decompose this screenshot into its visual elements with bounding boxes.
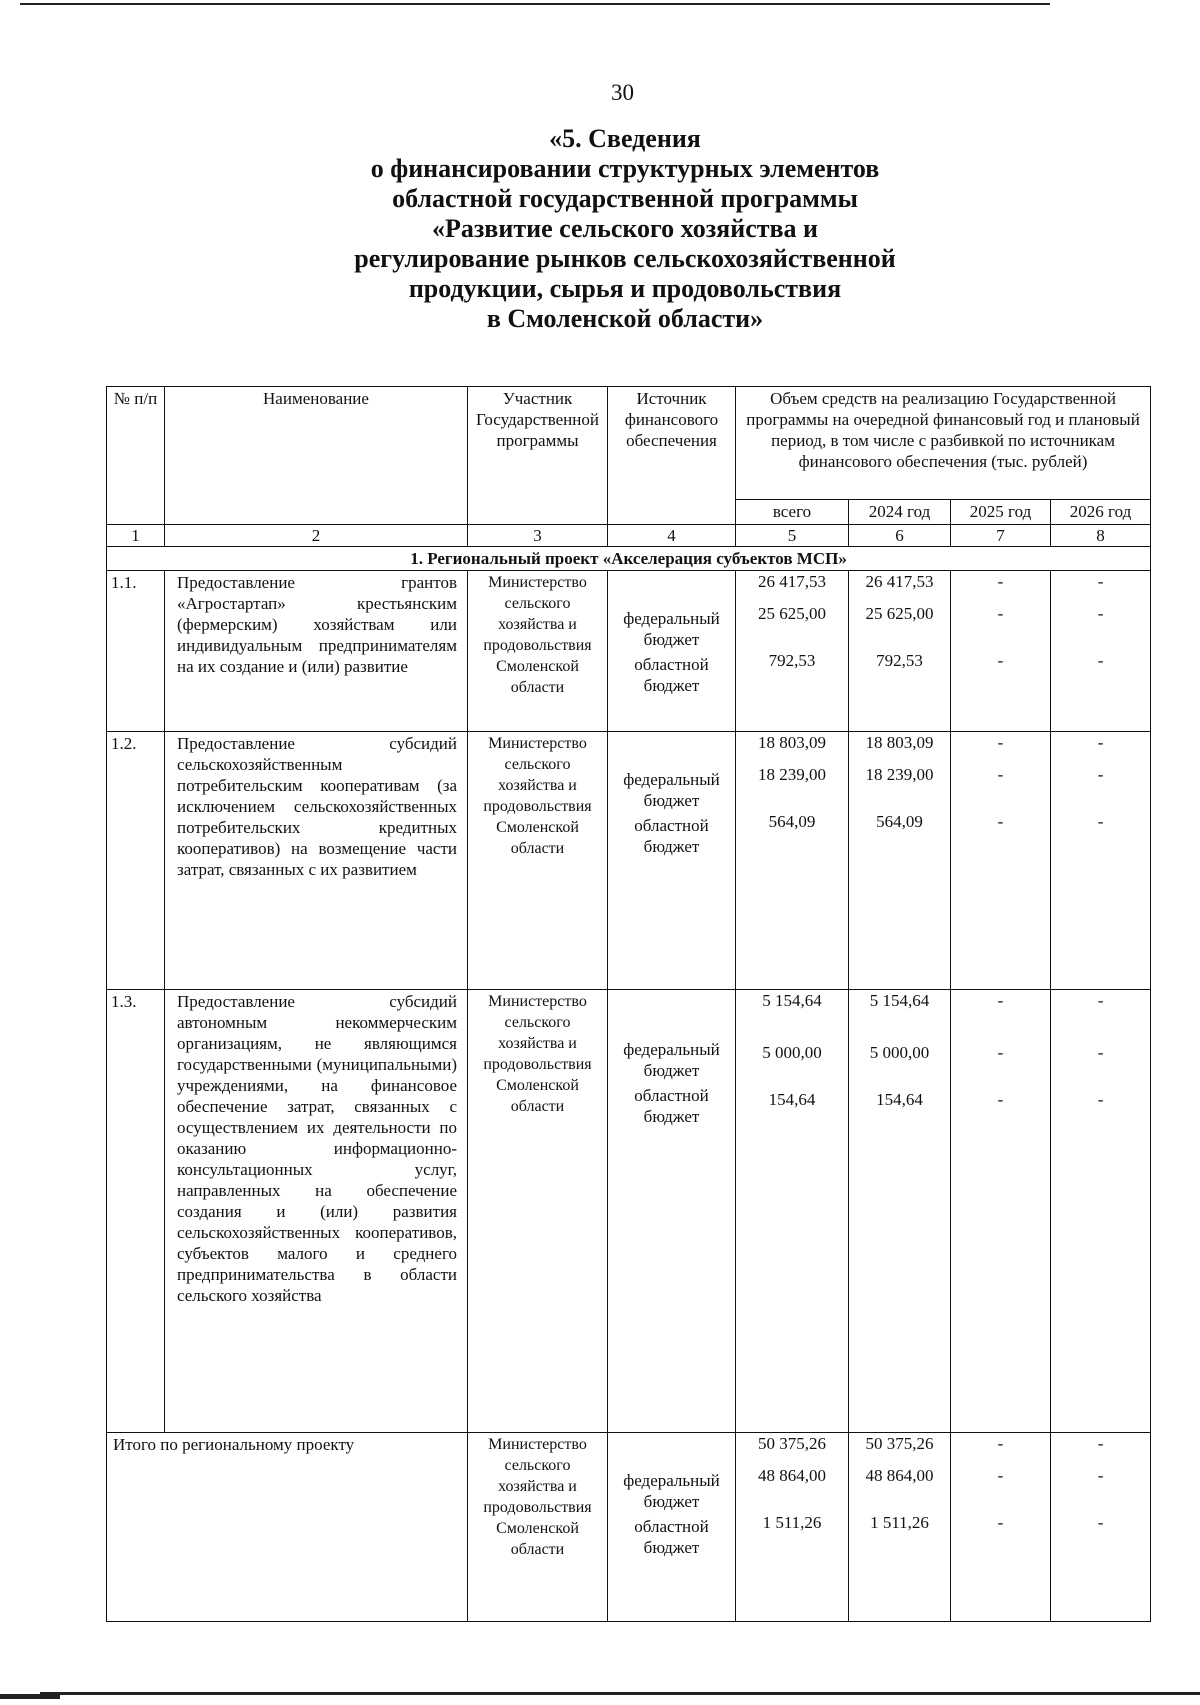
value-regional: -	[997, 812, 1004, 831]
value-federal: -	[997, 604, 1004, 623]
source-regional: областной бюджет	[634, 1086, 709, 1126]
value-all: 26 417,53	[865, 572, 934, 591]
header-row	[107, 387, 1151, 500]
row-name: Предоставление субсидий сельскохозяйственным потребительским кооперативам (за исключением сельскохозяйственных потребительских кредитных кооперативов) на возмещение части затрат, связанных с их развитием	[165, 732, 468, 990]
value-regional: -	[997, 651, 1004, 670]
value-regional: -	[1097, 812, 1104, 831]
total-label: Итого по региональному проекту	[107, 1433, 468, 1622]
value-regional: 564,09	[768, 812, 816, 831]
document-title	[250, 124, 1000, 334]
header-2024: 2024 год	[849, 500, 951, 525]
value-regional: 792,53	[768, 651, 816, 670]
row-2024	[849, 990, 951, 1433]
column-number: 6	[849, 525, 951, 547]
value-federal: 25 625,00	[758, 604, 826, 623]
row-2026	[1051, 1433, 1151, 1622]
column-number: 5	[736, 525, 849, 547]
value-regional: 154,64	[768, 1090, 816, 1109]
row-number: 1.1.	[107, 571, 165, 732]
value-federal: -	[997, 1466, 1004, 1485]
source-federal: федеральный бюджет	[623, 609, 720, 649]
source-regional: областной бюджет	[634, 816, 709, 856]
value-all: 5 154,64	[869, 991, 930, 1010]
value-federal: 5 000,00	[762, 1043, 822, 1062]
row-participant: Министерство сельского хозяйства и продовольствия Смоленской области	[468, 571, 608, 732]
value-federal: 48 864,00	[758, 1466, 826, 1485]
row-participant: Министерство сельского хозяйства и продовольствия Смоленской области	[468, 990, 608, 1433]
title-line: в Смоленской области»	[486, 304, 764, 333]
value-regional: -	[997, 1513, 1004, 1532]
value-all: -	[1097, 991, 1104, 1010]
value-federal: -	[1097, 604, 1104, 623]
value-regional: -	[1097, 1513, 1104, 1532]
value-regional: -	[997, 1090, 1004, 1109]
row-2025	[951, 990, 1051, 1433]
value-regional: 154,64	[876, 1090, 923, 1109]
value-federal: -	[997, 765, 1004, 784]
value-all: -	[1097, 572, 1104, 591]
row-2024	[849, 732, 951, 990]
section-row	[107, 547, 1151, 571]
value-federal: 18 239,00	[758, 765, 826, 784]
value-all: -	[997, 1434, 1004, 1453]
header-2025: 2025 год	[951, 500, 1051, 525]
row-2025	[951, 571, 1051, 732]
title-line: «5. Сведения	[549, 124, 701, 153]
row-total	[736, 732, 849, 990]
table-row	[107, 732, 1151, 990]
value-regional: -	[1097, 651, 1104, 670]
row-number: 1.2.	[107, 732, 165, 990]
row-source	[608, 990, 736, 1433]
value-all: 18 803,09	[865, 733, 934, 752]
value-regional: 564,09	[876, 812, 923, 831]
value-federal: 25 625,00	[865, 604, 934, 623]
table-row	[107, 990, 1151, 1433]
row-total	[736, 1433, 849, 1622]
value-all: 50 375,26	[865, 1434, 934, 1453]
row-source	[608, 732, 736, 990]
header-total: всего	[736, 500, 849, 525]
row-2024	[849, 1433, 951, 1622]
total-row	[107, 1433, 1151, 1622]
source-regional: областной бюджет	[634, 655, 709, 695]
value-all: 50 375,26	[758, 1434, 826, 1453]
value-federal: -	[1097, 1043, 1104, 1062]
header-num: № п/п	[107, 387, 165, 525]
row-2024	[849, 571, 951, 732]
column-number: 3	[468, 525, 608, 547]
header-source: Источник финансового обеспечения	[608, 387, 736, 525]
column-number: 8	[1051, 525, 1151, 547]
scan-bottom-mark	[0, 1694, 60, 1699]
scan-top-border	[20, 3, 1050, 5]
row-2025	[951, 732, 1051, 990]
value-regional: -	[1097, 1090, 1104, 1109]
column-number: 7	[951, 525, 1051, 547]
value-all: -	[997, 991, 1004, 1010]
financing-table	[106, 386, 1151, 1622]
column-number: 4	[608, 525, 736, 547]
title-line: «Развитие сельского хозяйства и	[431, 214, 819, 243]
value-all: 26 417,53	[758, 572, 826, 591]
row-participant: Министерство сельского хозяйства и продовольствия Смоленской области	[468, 1433, 608, 1622]
value-all: -	[997, 733, 1004, 752]
column-number: 2	[165, 525, 468, 547]
row-total	[736, 990, 849, 1433]
value-all: -	[1097, 1434, 1104, 1453]
source-federal: федеральный бюджет	[623, 1040, 720, 1080]
value-regional: 1 511,26	[870, 1513, 929, 1532]
page-number: 30	[611, 80, 634, 105]
title-line: областной государственной программы	[392, 184, 858, 213]
value-federal: -	[997, 1043, 1004, 1062]
source-federal: федеральный бюджет	[623, 770, 720, 810]
header-name: Наименование	[165, 387, 468, 525]
source-federal: федеральный бюджет	[623, 1471, 720, 1511]
value-federal: 5 000,00	[869, 1043, 930, 1062]
value-regional: 1 511,26	[762, 1513, 822, 1532]
row-participant: Министерство сельского хозяйства и продовольствия Смоленской области	[468, 732, 608, 990]
section-title: 1. Региональный проект «Акселерация субъектов МСП»	[107, 547, 1151, 571]
value-federal: -	[1097, 765, 1104, 784]
value-all: 18 803,09	[758, 733, 826, 752]
column-numbers-row	[107, 525, 1151, 547]
value-regional: 792,53	[876, 651, 923, 670]
row-source	[608, 571, 736, 732]
value-federal: 48 864,00	[865, 1466, 934, 1485]
value-federal: -	[1097, 1466, 1104, 1485]
row-source	[608, 1433, 736, 1622]
value-all: -	[1097, 733, 1104, 752]
row-number: 1.3.	[107, 990, 165, 1433]
scan-bottom-border	[40, 1692, 1200, 1695]
value-all: 5 154,64	[762, 991, 822, 1010]
row-total	[736, 571, 849, 732]
row-2025	[951, 1433, 1051, 1622]
title-line: регулирование рынков сельскохозяйственной	[354, 244, 896, 273]
source-regional: областной бюджет	[634, 1517, 709, 1557]
row-2026	[1051, 732, 1151, 990]
header-volume: Объем средств на реализацию Государственной программы на очередной финансовый год и плановый период, в том числе с разбивкой по источникам финансового обеспечения (тыс. рублей)	[736, 387, 1151, 500]
row-name: Предоставление субсидий автономным некоммерческим организациям, не являющимся государственными (муниципальными) учреждениями, на финансовое обеспечение затрат, связанных с осуществлением их деятельности по оказанию информационно-консультационных услуг, направленных на обеспечение создания и (или) развития сельскохозяйственных кооперативов, субъектов малого и среднего предпринимательства в области сельского хозяйства	[165, 990, 468, 1433]
title-line: о финансировании структурных элементов	[370, 154, 880, 183]
row-2026	[1051, 990, 1151, 1433]
header-participant: Участник Государственной программы	[468, 387, 608, 525]
row-2026	[1051, 571, 1151, 732]
value-federal: 18 239,00	[865, 765, 934, 784]
table-row	[107, 571, 1151, 732]
header-2026: 2026 год	[1051, 500, 1151, 525]
row-name: Предоставление грантов «Агростартап» крестьянским (фермерским) хозяйствам или индивидуальным предпринимателям на их создание и (или) развитие	[165, 571, 468, 732]
title-line: продукции, сырья и продовольствия	[408, 274, 842, 303]
value-all: -	[997, 572, 1004, 591]
column-number: 1	[107, 525, 165, 547]
